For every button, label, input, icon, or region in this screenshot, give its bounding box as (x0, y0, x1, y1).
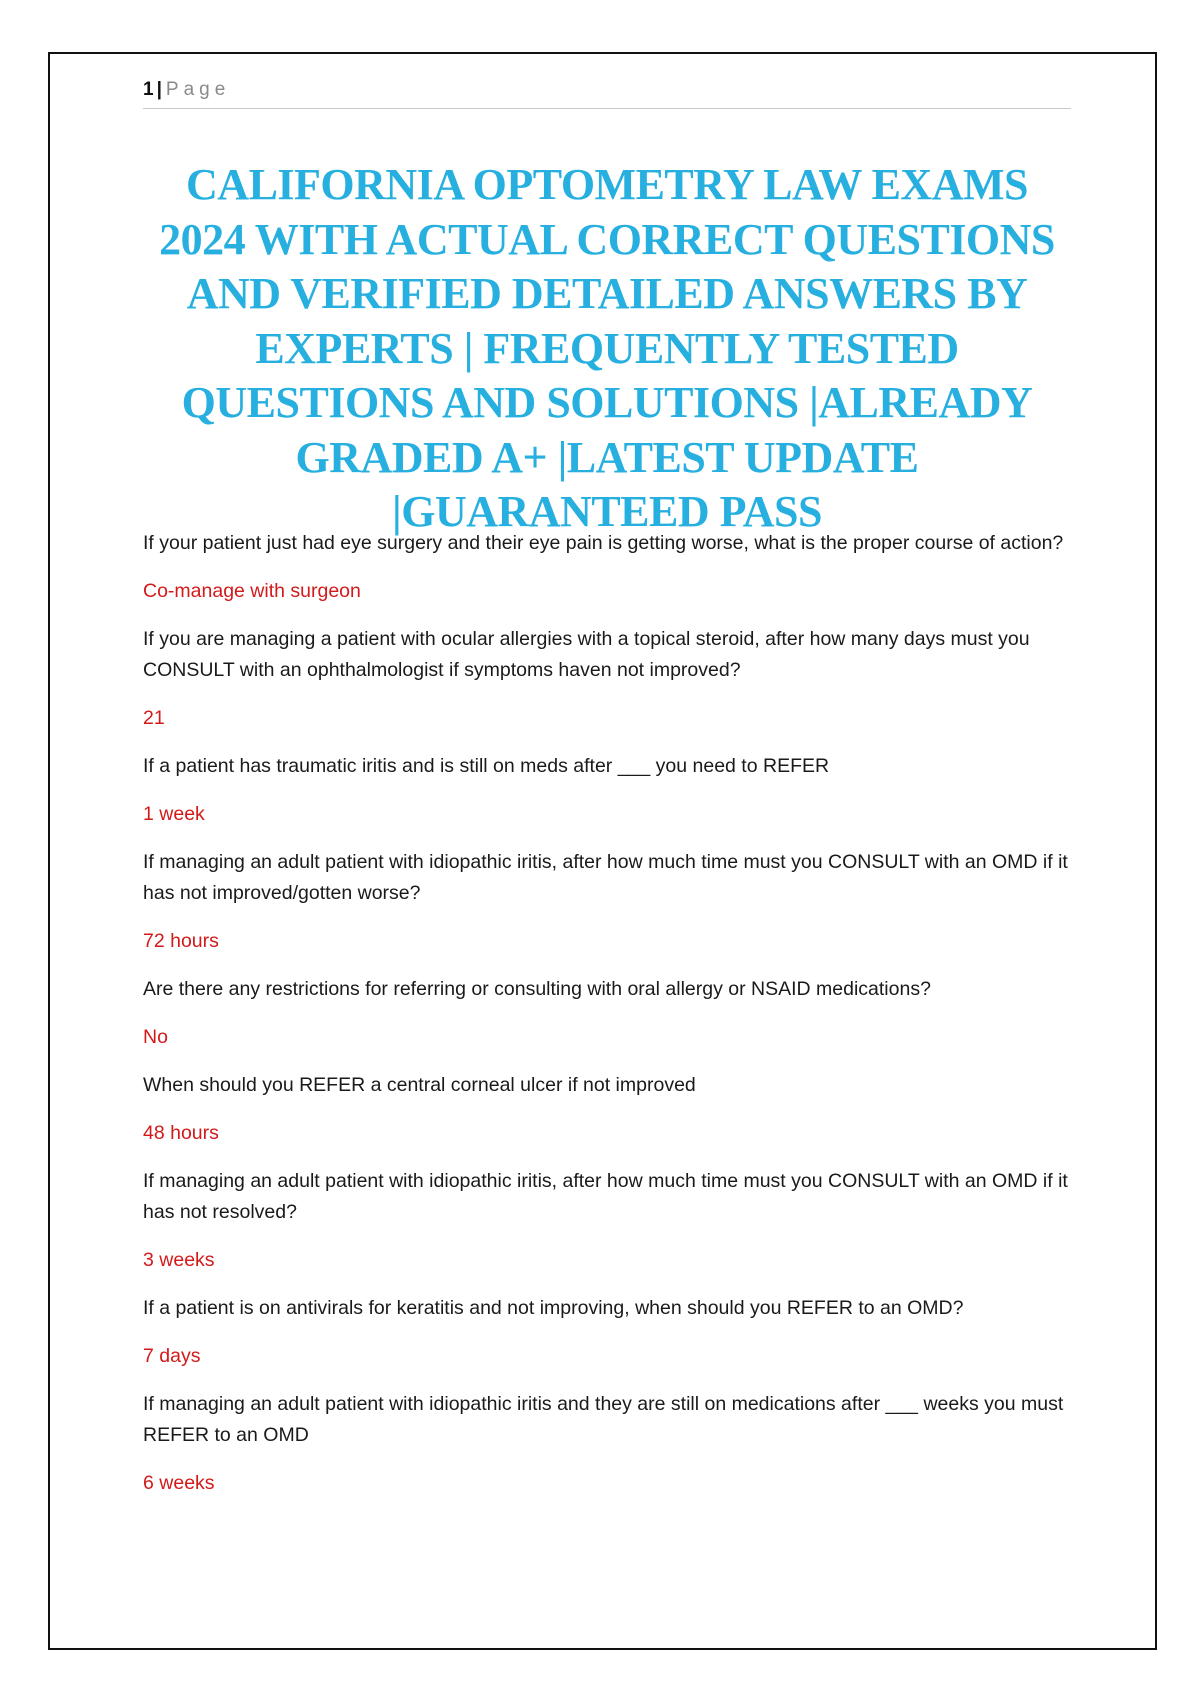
qa-item (143, 624, 1093, 734)
answer-text: 6 weeks (143, 1472, 215, 1494)
page-number-separator: | (156, 79, 162, 100)
question-text: If managing an adult patient with idiopathic iritis, after how much time must you CONSULT with an OMD if it has not improved/gotten worse? (143, 851, 1068, 904)
document-page (48, 52, 1157, 1650)
answer-text: 48 hours (143, 1122, 219, 1144)
qa-item (143, 1389, 1093, 1499)
page-number: 1 (143, 79, 154, 100)
qa-item (143, 1293, 1093, 1372)
answer-text: 21 (143, 707, 165, 729)
answer-text: 7 days (143, 1345, 201, 1367)
question-text: If managing an adult patient with idiopathic iritis, after how much time must you CONSULT with an OMD if it has not resolved? (143, 1170, 1068, 1223)
document-title: CALIFORNIA OPTOMETRY LAW EXAMS 2024 WITH ACTUAL CORRECT QUESTIONS AND VERIFIED DETAILED ANSWERS BY EXPERTS | FREQUENTLY TESTED QUESTIONS AND SOLUTIONS |ALREADY GRADED A+ |LATEST UPDATE |GUARANTEED PASS (159, 160, 1055, 536)
question-text: If managing an adult patient with idiopathic iritis and they are still on medications after ___ weeks you must REFER to an OMD (143, 1393, 1064, 1446)
qa-item (143, 974, 1093, 1053)
answer-text: Co-manage with surgeon (143, 580, 361, 602)
qa-item (143, 1166, 1093, 1276)
qa-item (143, 751, 1093, 830)
question-text: If you are managing a patient with ocular allergies with a topical steroid, after how many days must you CONSULT with an ophthalmologist if symptoms haven not improved? (143, 628, 1030, 681)
question-text: If a patient is on antivirals for keratitis and not improving, when should you REFER to an OMD? (143, 1297, 964, 1319)
page-label: Page (165, 79, 231, 100)
question-text: Are there any restrictions for referring or consulting with oral allergy or NSAID medications? (143, 978, 931, 1000)
answer-text: No (143, 1026, 168, 1048)
qa-item (143, 847, 1093, 957)
question-answer-list (143, 528, 1093, 1516)
answer-text: 1 week (143, 803, 205, 825)
question-text: When should you REFER a central corneal ulcer if not improved (143, 1074, 696, 1096)
question-text: If a patient has traumatic iritis and is still on meds after ___ you need to REFER (143, 755, 830, 777)
page-header (143, 78, 1071, 109)
answer-text: 72 hours (143, 930, 219, 952)
qa-item (143, 528, 1093, 607)
question-text: If your patient just had eye surgery and their eye pain is getting worse, what is the proper course of action? (143, 532, 1064, 554)
answer-text: 3 weeks (143, 1249, 215, 1271)
qa-item (143, 1070, 1093, 1149)
